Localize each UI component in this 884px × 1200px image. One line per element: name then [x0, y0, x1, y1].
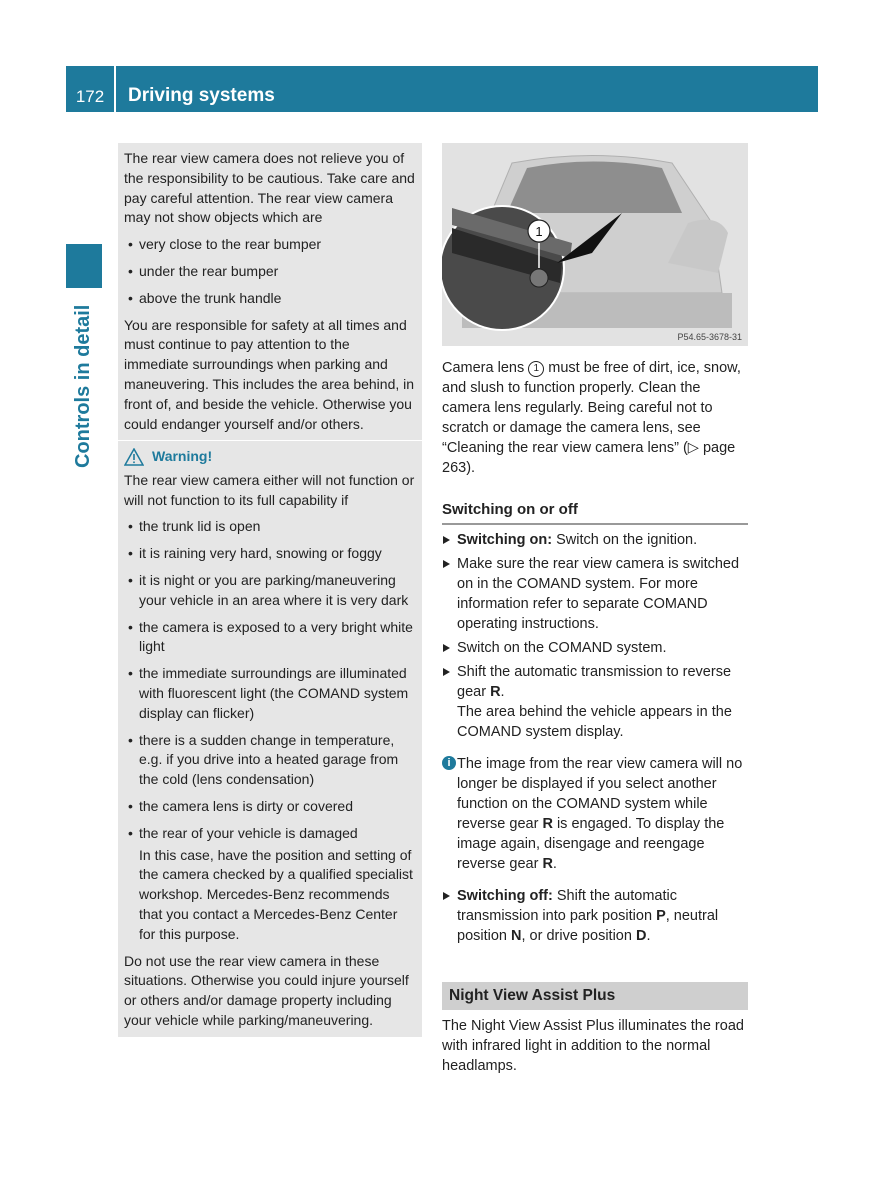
- caution-intro: The rear view camera does not relieve you of the responsibility to be cautious. Take care and pay careful attention. The rear view camera may not show objects which are: [124, 150, 415, 226]
- switching-steps: [442, 530, 748, 950]
- warning-list: [124, 517, 416, 944]
- gear-r: R: [542, 856, 553, 872]
- step-text: Shift the automatic transmission to reverse gear: [457, 664, 732, 700]
- list-item: • the camera is exposed to a very bright white light: [124, 618, 416, 658]
- gear-d: D: [635, 928, 647, 944]
- step-item: [442, 662, 748, 742]
- side-tab-label: Controls in detail: [72, 304, 94, 468]
- step-text: Make sure the rear view camera is switched on in the COMAND system. For more information refer to separate COMAND operating instructions.: [457, 556, 740, 632]
- info-text: The image from the rear view camera will no longer be displayed if you select another function on the COMAND system while reverse gear: [457, 756, 743, 832]
- caution-responsibility: You are responsible for safety at all times and must continue to pay attention to the immediate surroundings when parking and maneuvering. This includes the area behind, in front of, and beside the vehicle. Otherwise you could endanger yourself and/or others.: [124, 316, 415, 432]
- night-view-section: [442, 982, 748, 1076]
- step-bold: Switching off:: [457, 888, 553, 904]
- step-item: [442, 886, 748, 946]
- callout-number: 1: [528, 361, 544, 377]
- list-item: [124, 824, 416, 945]
- header-title: Driving systems: [128, 85, 275, 106]
- list-item: • it is night or you are parking/maneuvering your vehicle in an area where it is very dark: [124, 571, 416, 611]
- caution-list: [124, 235, 416, 308]
- gear-p: P: [656, 908, 666, 924]
- warning-title-text: Warning!: [152, 448, 213, 464]
- page-number: 172: [66, 66, 116, 112]
- list-item: • the trunk lid is open: [124, 517, 416, 537]
- list-item: • there is a sudden change in temperature, e.g. if you drive into a heated garage from the cold (lens condensation): [124, 731, 416, 790]
- section-heading-night-view: Night View Assist Plus: [442, 982, 748, 1010]
- photo-callout-number: 1: [535, 224, 543, 239]
- list-item: • it is raining very hard, snowing or foggy: [124, 544, 416, 564]
- gear-r: R: [542, 816, 553, 832]
- warning-triangle-icon: [124, 448, 144, 466]
- list-item-text: the rear of your vehicle is damaged: [139, 824, 358, 841]
- step-item: [442, 554, 748, 634]
- step-text: , or drive position: [521, 928, 632, 944]
- step-item: [442, 638, 748, 658]
- warning-box: [118, 441, 422, 1037]
- page-header: [66, 66, 818, 112]
- step-bold: Switching on:: [457, 532, 553, 548]
- lens-text-post: must be free of dirt, ice, snow, and slush to function properly. Clean the camera lens regularly. Being careful not to scratch or damage the camera lens, see “Cleaning the rear view camera lens” (▷ page 263).: [442, 360, 741, 476]
- list-item: • the immediate surroundings are illuminated with fluorescent light (the COMAND system display can flicker): [124, 664, 416, 723]
- step-item: [442, 530, 748, 550]
- step-text: , neutral position: [457, 908, 719, 944]
- info-period: .: [552, 856, 557, 872]
- warning-closing: Do not use the rear view camera in these situations. Otherwise you could injure yourself or others and/or damage property including your vehicle while parking/maneuvering.: [124, 952, 409, 1028]
- rear-camera-photo: [442, 143, 748, 346]
- steps-list: [442, 530, 748, 742]
- section-heading-switching: Switching on or off: [442, 500, 748, 525]
- info-icon: i: [442, 756, 456, 770]
- steps-list-off: [442, 886, 748, 946]
- step-result: The area behind the vehicle appears in the COMAND system display.: [457, 704, 732, 740]
- gear-r: R: [490, 684, 501, 700]
- list-item: • very close to the rear bumper: [124, 235, 416, 255]
- step-text: Shift the automatic transmission into park position: [457, 888, 677, 924]
- damaged-note: In this case, have the position and setting of the camera checked by a qualified specialist workshop. Mercedes-Benz recommends that you contact a Mercedes-Benz Center for this purpose.: [139, 846, 413, 942]
- list-item: • above the trunk handle: [124, 289, 416, 309]
- night-view-text: The Night View Assist Plus illuminates the road with infrared light in addition to the normal headlamps.: [442, 1018, 744, 1074]
- list-item: • under the rear bumper: [124, 262, 416, 282]
- info-note: [442, 754, 748, 874]
- step-period: .: [500, 684, 505, 700]
- warning-intro: The rear view camera either will not function or will not function to its full capability if: [124, 471, 415, 508]
- car-rear-illustration: [442, 143, 748, 346]
- step-text: Switch on the ignition.: [556, 532, 698, 548]
- lens-text-pre: Camera lens: [442, 360, 525, 376]
- list-item: • the camera lens is dirty or covered: [124, 797, 416, 817]
- gear-n: N: [511, 928, 522, 944]
- switching-heading-wrap: [442, 500, 748, 525]
- caution-box: [118, 143, 422, 440]
- camera-lens-paragraph: [442, 358, 748, 478]
- photo-code: P54.65-3678-31: [677, 332, 742, 342]
- step-period: .: [646, 928, 651, 944]
- warning-title: [124, 447, 416, 467]
- step-text: Switch on the COMAND system.: [457, 640, 667, 656]
- info-text: is engaged. To display the image again, disengage and reengage reverse gear: [457, 816, 725, 872]
